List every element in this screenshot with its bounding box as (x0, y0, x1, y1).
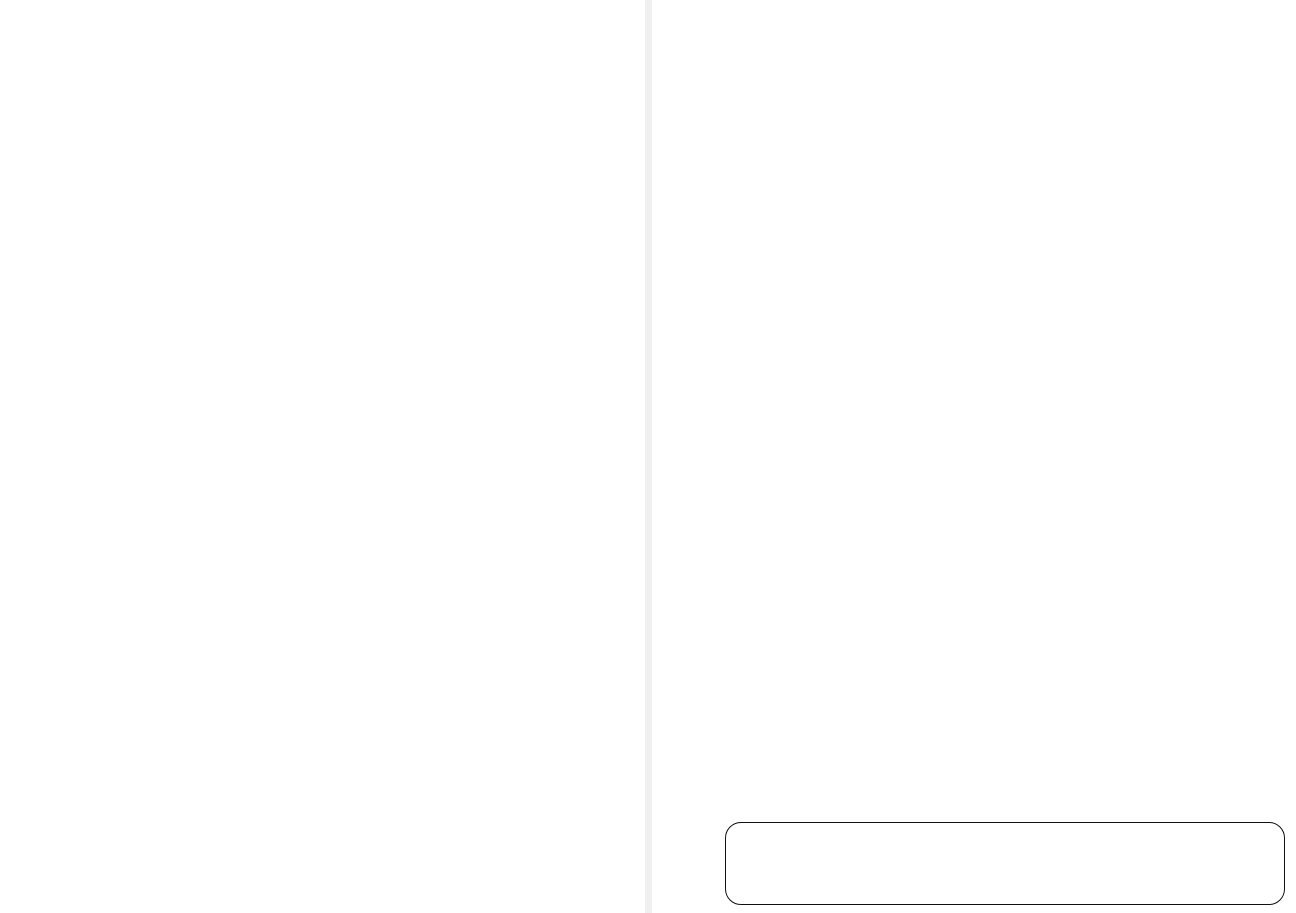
watermark (725, 822, 1285, 905)
invoice-page-right (652, 0, 1296, 913)
invoice-page-left (0, 0, 645, 913)
